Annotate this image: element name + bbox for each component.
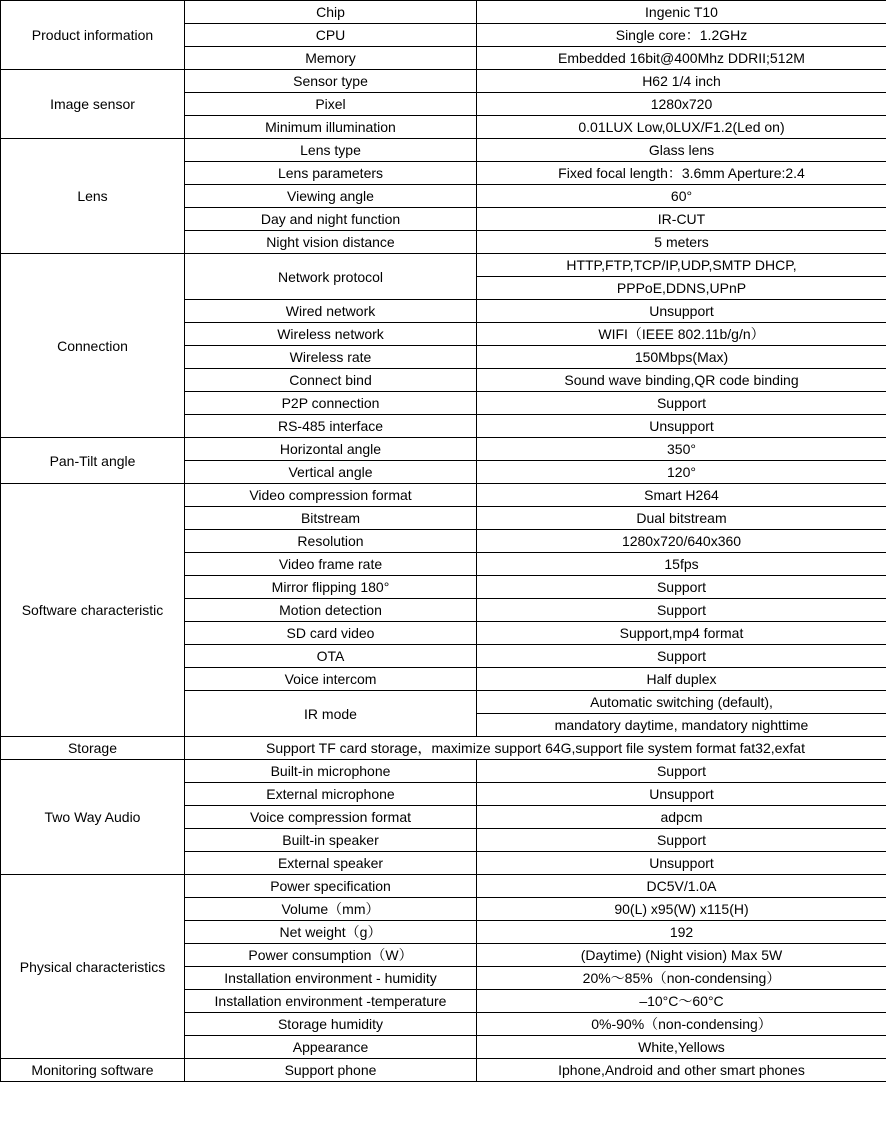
spec-name: Volume（mm） (185, 898, 477, 921)
spec-value: 1280x720 (477, 93, 886, 116)
spec-name: Power consumption（W） (185, 944, 477, 967)
spec-value: Support TF card storage，maximize support 64G,support file system format fat32,exfat (185, 737, 886, 760)
spec-name: Wireless network (185, 323, 477, 346)
spec-name: Chip (185, 1, 477, 24)
spec-name: External speaker (185, 852, 477, 875)
category-two-way-audio: Two Way Audio (1, 760, 185, 875)
spec-value: Support (477, 645, 886, 668)
table-row (1, 760, 886, 783)
spec-name: Sensor type (185, 70, 477, 93)
spec-name: Built-in microphone (185, 760, 477, 783)
spec-name: Appearance (185, 1036, 477, 1059)
spec-name: Storage humidity (185, 1013, 477, 1036)
spec-value: Sound wave binding,QR code binding (477, 369, 886, 392)
spec-value: Support (477, 576, 886, 599)
category-pan-tilt-angle: Pan-Tilt angle (1, 438, 185, 484)
table-row (1, 1059, 886, 1082)
spec-value: Embedded 16bit@400Mhz DDRII;512M (477, 47, 886, 70)
spec-value: 192 (477, 921, 886, 944)
spec-name: Voice compression format (185, 806, 477, 829)
spec-name: Installation environment -temperature (185, 990, 477, 1013)
spec-value: Half duplex (477, 668, 886, 691)
spec-value: adpcm (477, 806, 886, 829)
spec-name: RS-485 interface (185, 415, 477, 438)
table-row (1, 438, 886, 461)
spec-value: 1280x720/640x360 (477, 530, 886, 553)
spec-value: Unsupport (477, 300, 886, 323)
spec-name: Memory (185, 47, 477, 70)
spec-value: Support (477, 760, 886, 783)
spec-value: 120° (477, 461, 886, 484)
spec-value: (Daytime) (Night vision) Max 5W (477, 944, 886, 967)
category-lens: Lens (1, 139, 185, 254)
spec-name: IR mode (185, 691, 477, 737)
spec-value: 90(L) x95(W) x115(H) (477, 898, 886, 921)
spec-name: OTA (185, 645, 477, 668)
spec-value: Glass lens (477, 139, 886, 162)
spec-value: 60° (477, 185, 886, 208)
spec-value: Support (477, 599, 886, 622)
spec-name: Voice intercom (185, 668, 477, 691)
spec-value: 5 meters (477, 231, 886, 254)
spec-value: Iphone,Android and other smart phones (477, 1059, 886, 1082)
table-row (1, 737, 886, 760)
spec-name: Night vision distance (185, 231, 477, 254)
spec-value: 0.01LUX Low,0LUX/F1.2(Led on) (477, 116, 886, 139)
spec-name: Wired network (185, 300, 477, 323)
spec-name: Video compression format (185, 484, 477, 507)
spec-name: Connect bind (185, 369, 477, 392)
spec-value: White,Yellows (477, 1036, 886, 1059)
spec-value: Automatic switching (default), (477, 691, 886, 714)
category-physical-characteristics: Physical characteristics (1, 875, 185, 1059)
spec-name: Lens type (185, 139, 477, 162)
spec-name: Minimum illumination (185, 116, 477, 139)
spec-value: Support (477, 829, 886, 852)
spec-value: Ingenic T10 (477, 1, 886, 24)
spec-name: Video frame rate (185, 553, 477, 576)
spec-value: Single core：1.2GHz (477, 24, 886, 47)
spec-name: External microphone (185, 783, 477, 806)
spec-value: Unsupport (477, 783, 886, 806)
spec-value: IR-CUT (477, 208, 886, 231)
spec-value: Dual bitstream (477, 507, 886, 530)
category-storage: Storage (1, 737, 185, 760)
table-row (1, 254, 886, 277)
spec-name: Net weight（g） (185, 921, 477, 944)
table-row (1, 484, 886, 507)
spec-name: Resolution (185, 530, 477, 553)
spec-name: Horizontal angle (185, 438, 477, 461)
spec-value: mandatory daytime, mandatory nighttime (477, 714, 886, 737)
spec-name: Network protocol (185, 254, 477, 300)
category-product-information: Product information (1, 1, 185, 70)
table-row (1, 70, 886, 93)
category-image-sensor: Image sensor (1, 70, 185, 139)
spec-name: Support phone (185, 1059, 477, 1082)
spec-value: 20%～85%（non-condensing） (477, 967, 886, 990)
spec-value: H62 1/4 inch (477, 70, 886, 93)
spec-name: CPU (185, 24, 477, 47)
spec-value: HTTP,FTP,TCP/IP,UDP,SMTP DHCP, (477, 254, 886, 277)
category-monitoring-software: Monitoring software (1, 1059, 185, 1082)
table-row (1, 1, 886, 24)
spec-name: Wireless rate (185, 346, 477, 369)
table-row (1, 875, 886, 898)
spec-name: Vertical angle (185, 461, 477, 484)
spec-value: PPPoE,DDNS,UPnP (477, 277, 886, 300)
spec-name: Mirror flipping 180° (185, 576, 477, 599)
spec-name: Lens parameters (185, 162, 477, 185)
spec-name: Day and night function (185, 208, 477, 231)
spec-value: WIFI（IEEE 802.11b/g/n） (477, 323, 886, 346)
spec-name: Motion detection (185, 599, 477, 622)
spec-name: Viewing angle (185, 185, 477, 208)
spec-value: 350° (477, 438, 886, 461)
spec-value: Support,mp4 format (477, 622, 886, 645)
spec-value: –10°C～60°C (477, 990, 886, 1013)
spec-name: Installation environment - humidity (185, 967, 477, 990)
spec-name: P2P connection (185, 392, 477, 415)
spec-table-body (1, 1, 886, 1082)
spec-name: SD card video (185, 622, 477, 645)
spec-name: Built-in speaker (185, 829, 477, 852)
spec-value: 0%-90%（non-condensing） (477, 1013, 886, 1036)
spec-value: 150Mbps(Max) (477, 346, 886, 369)
spec-value: Smart H264 (477, 484, 886, 507)
spec-value: Support (477, 392, 886, 415)
category-connection: Connection (1, 254, 185, 438)
spec-name: Bitstream (185, 507, 477, 530)
spec-name: Power specification (185, 875, 477, 898)
spec-value: 15fps (477, 553, 886, 576)
category-software-characteristic: Software characteristic (1, 484, 185, 737)
spec-name: Pixel (185, 93, 477, 116)
table-row (1, 139, 886, 162)
spec-value: Fixed focal length：3.6mm Aperture:2.4 (477, 162, 886, 185)
spec-value: Unsupport (477, 415, 886, 438)
spec-value: DC5V/1.0A (477, 875, 886, 898)
spec-value: Unsupport (477, 852, 886, 875)
